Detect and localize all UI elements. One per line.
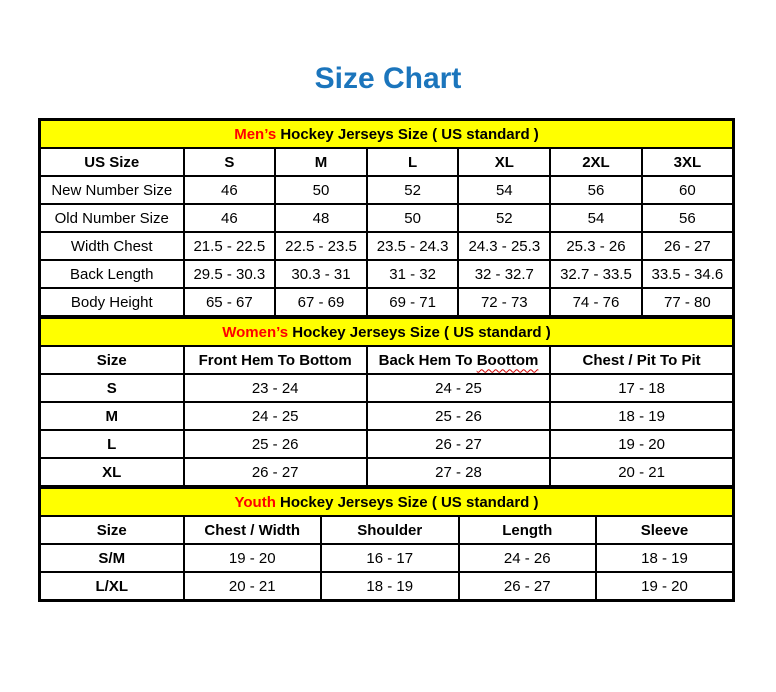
mens-table-cell: 31 - 32 (367, 260, 459, 288)
mens-table-cell: 56 (550, 176, 642, 204)
mens-table-row (40, 204, 734, 232)
misspelled-word: Boottom (476, 351, 539, 369)
mens-table-cell: 32 - 32.7 (458, 260, 550, 288)
mens-row-label: Body Height (40, 288, 184, 317)
womens-table-cell: 17 - 18 (550, 374, 733, 402)
mens-table-cell: 54 (458, 176, 550, 204)
mens-table-cell: 30.3 - 31 (275, 260, 367, 288)
youth-column-header: Size (40, 516, 184, 544)
womens-row-label: S (40, 374, 184, 402)
womens-column-header: Front Hem To Bottom (184, 346, 367, 374)
womens-table-row (40, 430, 734, 458)
mens-table-cell: 56 (642, 204, 734, 232)
mens-column-header: M (275, 148, 367, 176)
womens-banner-text: Hockey Jerseys Size ( US standard ) (288, 323, 551, 341)
mens-table-cell: 72 - 73 (458, 288, 550, 317)
mens-table-cell: 26 - 27 (642, 232, 734, 260)
mens-column-header: L (367, 148, 459, 176)
youth-table-cell: 19 - 20 (184, 544, 322, 572)
womens-table-cell: 26 - 27 (184, 458, 367, 487)
mens-table-cell: 21.5 - 22.5 (184, 232, 276, 260)
youth-banner-text: Hockey Jerseys Size ( US standard ) (275, 493, 539, 511)
womens-banner-highlight: Women’s (222, 323, 289, 341)
mens-table-cell: 52 (458, 204, 550, 232)
mens-table-row (40, 288, 734, 317)
womens-table-cell: 25 - 26 (367, 402, 550, 430)
womens-table-cell: 18 - 19 (550, 402, 733, 430)
mens-table-cell: 52 (367, 176, 459, 204)
youth-row-label: S/M (40, 544, 184, 572)
youth-size-table (38, 486, 735, 602)
youth-banner-highlight: Youth (234, 493, 276, 511)
page-title: Size Chart (314, 62, 462, 95)
mens-table-row (40, 260, 734, 288)
womens-column-header (367, 346, 550, 374)
womens-column-header: Size (40, 346, 184, 374)
youth-row-label: L/XL (40, 572, 184, 601)
youth-table-cell: 24 - 26 (459, 544, 597, 572)
womens-table-cell: 19 - 20 (550, 430, 733, 458)
youth-table-cell: 26 - 27 (459, 572, 597, 601)
mens-table-cell: 69 - 71 (367, 288, 459, 317)
youth-column-header: Sleeve (596, 516, 734, 544)
mens-table-cell: 32.7 - 33.5 (550, 260, 642, 288)
womens-table-cell: 25 - 26 (184, 430, 367, 458)
mens-table-cell: 50 (367, 204, 459, 232)
womens-table-cell: 24 - 25 (367, 374, 550, 402)
mens-banner-text: Hockey Jerseys Size ( US standard ) (276, 125, 539, 143)
mens-banner (40, 120, 734, 149)
mens-table-cell: 48 (275, 204, 367, 232)
mens-table-cell: 23.5 - 24.3 (367, 232, 459, 260)
mens-column-header: 2XL (550, 148, 642, 176)
mens-row-label: Back Length (40, 260, 184, 288)
mens-table-cell: 25.3 - 26 (550, 232, 642, 260)
mens-column-header: S (184, 148, 276, 176)
youth-table-row (40, 572, 734, 601)
womens-table-row (40, 458, 734, 487)
womens-row-label: M (40, 402, 184, 430)
mens-table-cell: 46 (184, 176, 276, 204)
womens-header-row (40, 346, 734, 374)
womens-table-cell: 26 - 27 (367, 430, 550, 458)
mens-table-cell: 67 - 69 (275, 288, 367, 317)
womens-table-row (40, 374, 734, 402)
youth-banner (40, 488, 734, 517)
womens-column-header: Chest / Pit To Pit (550, 346, 733, 374)
mens-banner-row (40, 120, 734, 149)
youth-banner-row (40, 488, 734, 517)
mens-row-label: New Number Size (40, 176, 184, 204)
womens-row-label: XL (40, 458, 184, 487)
womens-table-cell: 24 - 25 (184, 402, 367, 430)
mens-row-label: Old Number Size (40, 204, 184, 232)
mens-column-header: US Size (40, 148, 184, 176)
mens-row-label: Width Chest (40, 232, 184, 260)
youth-table-cell: 18 - 19 (321, 572, 459, 601)
womens-banner-row (40, 318, 734, 347)
youth-header-row (40, 516, 734, 544)
mens-header-row (40, 148, 734, 176)
mens-table-cell: 74 - 76 (550, 288, 642, 317)
mens-table-row (40, 176, 734, 204)
womens-table-cell: 23 - 24 (184, 374, 367, 402)
youth-table-row (40, 544, 734, 572)
youth-table-cell: 19 - 20 (596, 572, 734, 601)
mens-table-cell: 33.5 - 34.6 (642, 260, 734, 288)
mens-table-cell: 24.3 - 25.3 (458, 232, 550, 260)
youth-column-header: Length (459, 516, 597, 544)
womens-table-cell: 20 - 21 (550, 458, 733, 487)
womens-row-label: L (40, 430, 184, 458)
mens-table-cell: 60 (642, 176, 734, 204)
womens-size-table (38, 316, 735, 488)
womens-table-row (40, 402, 734, 430)
youth-column-header: Shoulder (321, 516, 459, 544)
size-tables-container (38, 118, 735, 602)
mens-table-row (40, 232, 734, 260)
mens-table-cell: 54 (550, 204, 642, 232)
mens-table-cell: 46 (184, 204, 276, 232)
mens-table-cell: 50 (275, 176, 367, 204)
mens-column-header: XL (458, 148, 550, 176)
youth-column-header: Chest / Width (184, 516, 322, 544)
youth-table-cell: 16 - 17 (321, 544, 459, 572)
youth-table-cell: 18 - 19 (596, 544, 734, 572)
mens-table-cell: 65 - 67 (184, 288, 276, 317)
mens-table-cell: 29.5 - 30.3 (184, 260, 276, 288)
mens-banner-highlight: Men’s (234, 125, 277, 143)
mens-table-cell: 77 - 80 (642, 288, 734, 317)
mens-size-table (38, 118, 735, 318)
youth-table-cell: 20 - 21 (184, 572, 322, 601)
womens-table-cell: 27 - 28 (367, 458, 550, 487)
womens-banner (40, 318, 734, 347)
header-text: Back Hem To (378, 351, 477, 369)
mens-column-header: 3XL (642, 148, 734, 176)
mens-table-cell: 22.5 - 23.5 (275, 232, 367, 260)
